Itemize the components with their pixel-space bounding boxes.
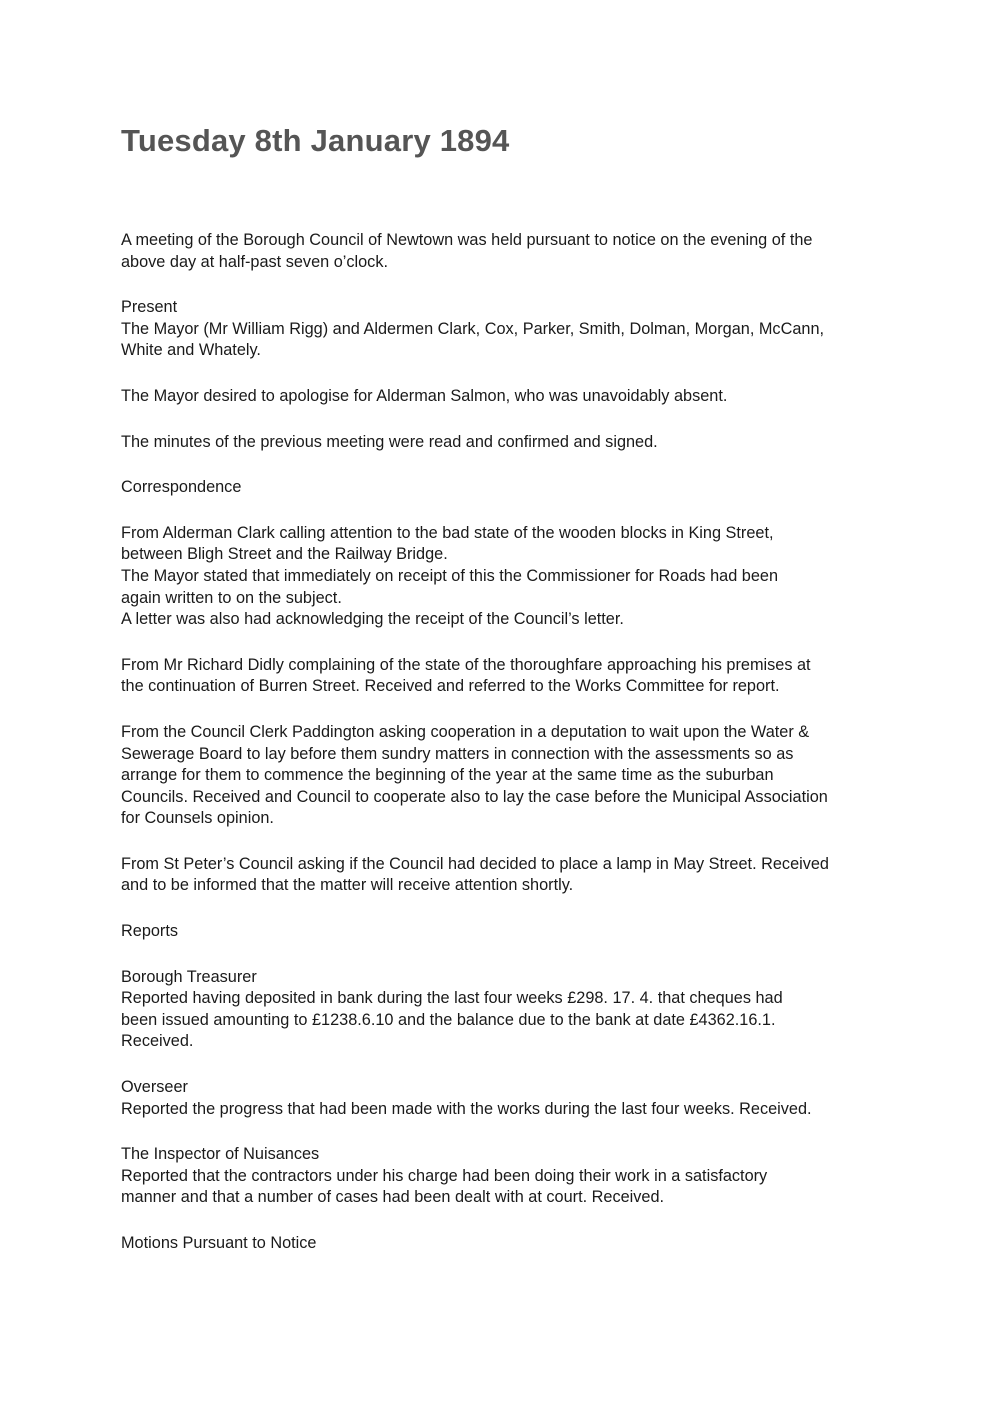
- document-body: [121, 230, 891, 1255]
- text-line: A meeting of the Borough Council of Newtown was held pursuant to notice on the evening of the: [121, 231, 813, 249]
- paragraph: [121, 297, 891, 362]
- text-line: The Mayor (Mr William Rigg) and Aldermen Clark, Cox, Parker, Smith, Dolman, Morgan, McCann,: [121, 319, 825, 338]
- text-line: above day at half-past seven o’clock.: [121, 252, 388, 271]
- text-line: between Bligh Street and the Railway Bridge.: [121, 545, 448, 564]
- text-line: Overseer: [121, 1078, 188, 1097]
- text-line: Sewerage Board to lay before them sundry matters in connection with the assessments so as: [121, 744, 794, 763]
- paragraph: [121, 722, 891, 830]
- text-line: Motions Pursuant to Notice: [121, 1234, 317, 1252]
- text-line: The Mayor stated that immediately on receipt of this the Commissioner for Roads had been: [121, 566, 778, 585]
- paragraph: [121, 523, 891, 631]
- text-line: been issued amounting to £1238.6.10 and the balance due to the bank at date £4362.16.1.: [121, 1010, 776, 1029]
- text-line: A letter was also had acknowledging the receipt of the Council’s letter.: [121, 610, 624, 629]
- text-line: From Mr Richard Didly complaining of the state of the thoroughfare approaching his premises at: [121, 655, 811, 674]
- text-line: The Mayor desired to apologise for Alderman Salmon, who was unavoidably absent.: [121, 386, 728, 405]
- text-line: Reports: [121, 922, 179, 941]
- paragraph: [121, 655, 891, 698]
- text-line: arrange for them to commence the beginning of the year at the same time as the suburban: [121, 766, 774, 785]
- text-line: The minutes of the previous meeting were read and confirmed and signed.: [121, 432, 658, 451]
- text-line: Correspondence: [121, 478, 242, 497]
- paragraph: [121, 1144, 891, 1209]
- text-line: From St Peter’s Council asking if the Council had decided to place a lamp in May Street. Received: [121, 854, 829, 873]
- text-line: Reported the progress that had been made with the works during the last four weeks. Received.: [121, 1099, 812, 1118]
- paragraph: [121, 230, 891, 273]
- text-line: for Counsels opinion.: [121, 809, 274, 828]
- text-line: The Inspector of Nuisances: [121, 1145, 320, 1164]
- text-line: White and Whately.: [121, 341, 261, 360]
- text-line: Councils. Received and Council to cooperate also to lay the case before the Municipal Association: [121, 787, 828, 806]
- text-line: Received.: [121, 1032, 194, 1051]
- text-line: Reported having deposited in bank during the last four weeks £298. 17. 4. that cheques had: [121, 989, 783, 1008]
- text-line: and to be informed that the matter will receive attention shortly.: [121, 876, 574, 895]
- text-line: Present: [121, 298, 178, 317]
- paragraph: [121, 854, 891, 897]
- page-title: Tuesday 8th January 1894: [121, 123, 510, 158]
- document-page: [121, 118, 891, 1279]
- paragraph: [121, 386, 891, 408]
- paragraph: [121, 921, 891, 943]
- text-line: From the Council Clerk Paddington asking cooperation in a deputation to wait upon the Water &: [121, 722, 810, 741]
- text-line: From Alderman Clark calling attention to the bad state of the wooden blocks in King Street,: [121, 523, 774, 542]
- text-line: the continuation of Burren Street. Received and referred to the Works Committee for report.: [121, 677, 780, 696]
- paragraph: [121, 432, 891, 454]
- text-line: Reported that the contractors under his charge had been doing their work in a satisfactory: [121, 1166, 768, 1185]
- paragraph: [121, 477, 891, 499]
- text-line: Borough Treasurer: [121, 967, 257, 986]
- text-line: manner and that a number of cases had been dealt with at court. Received.: [121, 1188, 665, 1207]
- text-line: again written to on the subject.: [121, 588, 342, 607]
- paragraph: [121, 1077, 891, 1120]
- paragraph: [121, 967, 891, 1053]
- paragraph: [121, 1233, 891, 1255]
